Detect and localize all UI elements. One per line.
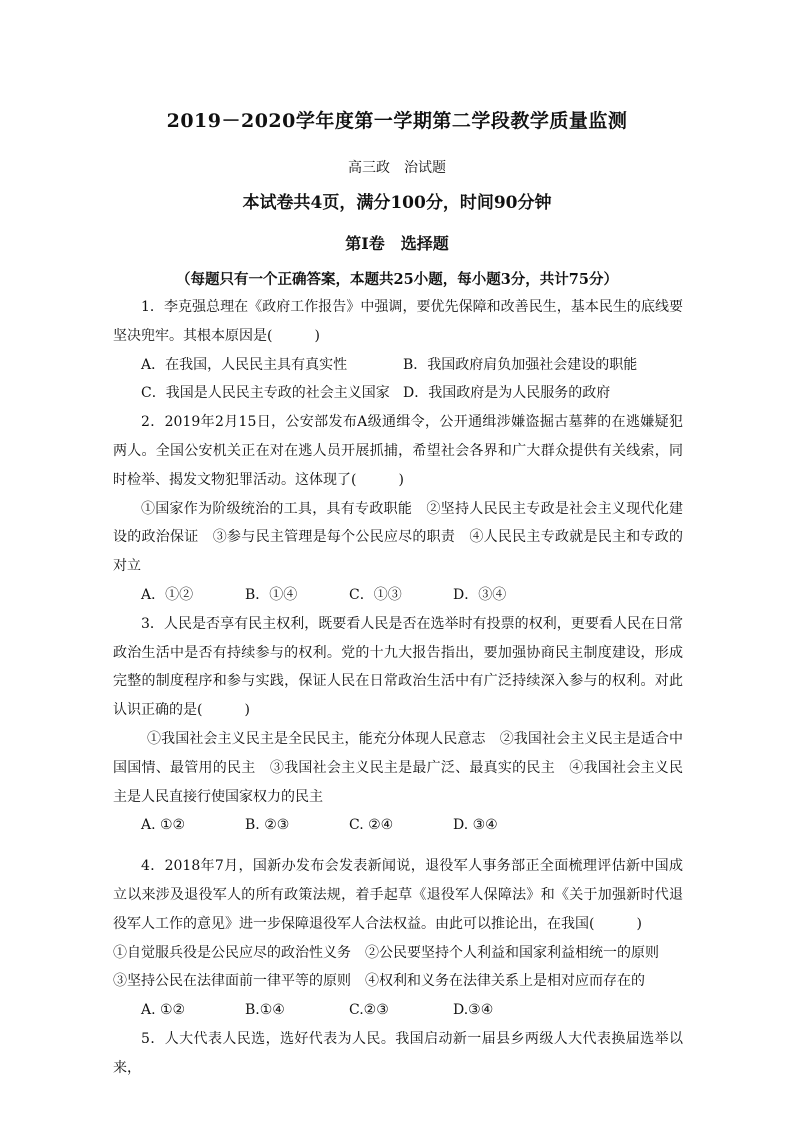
question-2-options (113, 581, 683, 610)
section-heading: 第Ⅰ卷 选择题 (345, 234, 449, 253)
question-1-options-row-1 (113, 351, 683, 380)
question-3-statements: ①我国社会主义民主是全民民主，能充分体现人民意志 ②我国社会主义民主是适合中国国情、最管用的民主 ③我国社会主义民主是最广泛、最真实的民主 ④我国社会主义民主是人民直接行使国家权力的民主 (113, 730, 683, 805)
question-2-option-c: C．①③ (349, 586, 402, 603)
question-3-stem: 3．人民是否享有民主权利，既要看人民是否在选举时有投票的权利，更要看人民在日常政治生活中是否有持续参与的权利。党的十九大报告指出，要加强协商民主制度建设，形成完整的制度程序和参与实践，保证人民在日常政治生活中有广泛持续深入参与的权利。对此认识正确的是( ) (113, 615, 683, 719)
question-1-stem: 1．李克强总理在《政府工作报告》中强调，要优先保障和改善民生，基本民生的底线要坚决兜牢。其根本原因是( ) (113, 299, 683, 344)
question-1-option-d: D．我国政府是为人民服务的政府 (403, 385, 611, 402)
section-instructions: （每题只有一个正确答案，本题共25小题，每小题3分，共计75分） (176, 271, 618, 288)
question-3-option-d: D. ③④ (453, 817, 498, 834)
question-4-option-d: D.③④ (453, 1002, 494, 1019)
question-1-option-c: C．我国是人民民主专政的社会主义国家 (141, 385, 390, 402)
question-3-option-c: C. ②④ (349, 817, 394, 834)
question-1-option-a: A．在我国，人民民主具有真实性 (141, 356, 348, 373)
questions-body (113, 293, 683, 1083)
question-2-statements: ①国家作为阶级统治的工具，具有专政职能 ②坚持人民民主专政是社会主义现代化建设的政治保证 ③参与民主管理是每个公民应尽的职责 ④人民民主专政就是民主和专政的对立 (113, 500, 683, 575)
question-4-statement-line-1: ①自觉服兵役是公民应尽的政治性义务 ②公民要坚持个人利益和国家利益相统一的原则 (113, 944, 659, 961)
question-4-statement-line-2: ③坚持公民在法律面前一律平等的原则 ④权利和义务在法律关系上是相对应而存在的 (113, 973, 645, 990)
question-4-option-b: B.①④ (245, 1002, 285, 1019)
question-4-stem: 4．2018年7月，国新办发布会发表新闻说，退役军人事务部正全面梳理评估新中国成立以来涉及退役军人的所有政策法规，着手起草《退役军人保障法》和《关于加强新时代退役军人工作的意见》进一步保障退役军人合法权益。由此可以推论出，在我国( ) (113, 858, 683, 932)
question-1-options-row-2 (113, 379, 683, 408)
question-2-option-d: D．③④ (453, 586, 507, 603)
question-1-option-b: B．我国政府肩负加强社会建设的职能 (403, 356, 638, 373)
question-2-option-b: B．①④ (245, 586, 298, 603)
exam-subtitle: 高三政 治试题 (348, 160, 446, 176)
question-4-option-a: A. ①② (141, 1002, 186, 1019)
page-title: 2019－2020学年度第一学期第二学段教学质量监测 (166, 110, 628, 132)
exam-info: 本试卷共4页，满分100分，时间90分钟 (242, 193, 552, 213)
question-3-options (113, 811, 683, 840)
question-3-option-a: A. ①② (141, 817, 186, 834)
question-2-option-a: A．①② (141, 586, 194, 603)
question-3-option-b: B. ②③ (245, 817, 290, 834)
question-4-option-c: C.②③ (349, 1002, 389, 1019)
question-5-stem: 5．人大代表人民选，选好代表为人民。我国启动新一届县乡两级人大代表换届选举以来， (113, 1030, 683, 1076)
question-4-options (113, 996, 683, 1025)
question-2-stem: 2．2019年2月15日，公安部发布A级通缉令，公开通缉涉嫌盗掘古墓葬的在逃嫌疑犯两人。全国公安机关正在对在逃人员开展抓捕，希望社会各界和广大群众提供有关线索，同时检举、揭发文物犯罪活动。这体现了( ) (113, 414, 683, 488)
